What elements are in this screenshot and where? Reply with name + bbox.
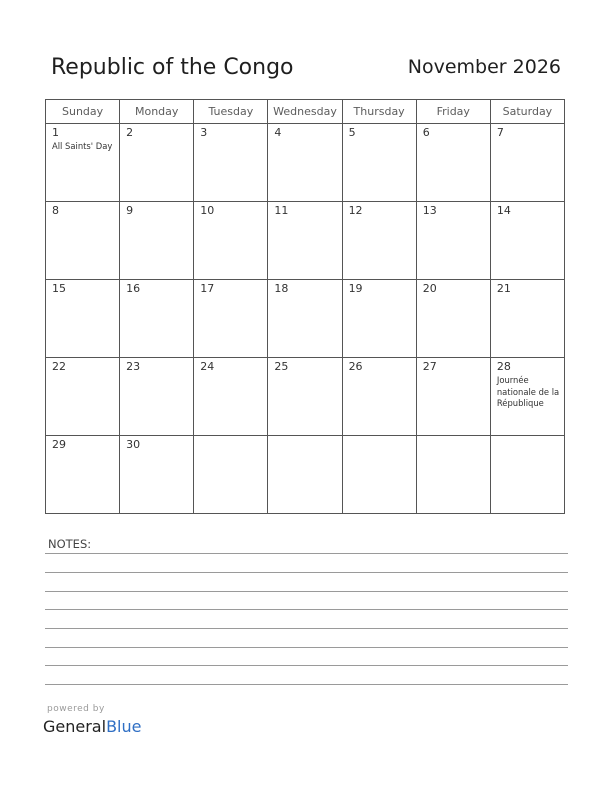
- calendar-week-row: [46, 202, 565, 280]
- day-number: 13: [422, 204, 437, 217]
- holiday-label: [491, 295, 564, 297]
- day-number: 20: [422, 282, 437, 295]
- holiday-label: Journée nationale de la République: [496, 375, 560, 408]
- calendar-day-cell: [268, 436, 342, 514]
- day-number: 24: [200, 360, 215, 373]
- calendar-day-cell: [342, 280, 416, 358]
- calendar-day-cell: [194, 202, 268, 280]
- notes-line: [45, 647, 568, 648]
- holiday-label: [491, 217, 564, 219]
- holiday-label: [417, 439, 490, 441]
- holiday-label: [194, 295, 267, 297]
- generalblue-logo[interactable]: [43, 717, 141, 736]
- calendar-week-row: [46, 436, 565, 514]
- holiday-label: [343, 295, 416, 297]
- day-number: 1: [52, 126, 59, 139]
- weekday-monday: Monday: [120, 100, 194, 124]
- day-number: 16: [126, 282, 141, 295]
- calendar-day-cell: [416, 358, 490, 436]
- logo-text-blue: Blue: [106, 717, 142, 736]
- day-number: 19: [348, 282, 363, 295]
- day-number: 12: [348, 204, 363, 217]
- holiday-label: [120, 217, 193, 219]
- holiday-label: [268, 217, 341, 219]
- holiday-label: [343, 439, 416, 441]
- notes-line: [45, 591, 568, 592]
- day-number: 5: [348, 126, 356, 139]
- logo-text-general: General: [43, 717, 107, 736]
- calendar-day-cell: [46, 124, 120, 202]
- calendar-day-cell: [416, 280, 490, 358]
- notes-line: [45, 684, 568, 685]
- holiday-label: [46, 217, 119, 219]
- calendar-week-row: [46, 280, 565, 358]
- holiday-label: [194, 217, 267, 219]
- calendar-day-cell: [46, 280, 120, 358]
- calendar-day-cell: [490, 202, 564, 280]
- calendar-week-row: [46, 358, 565, 436]
- calendar-week-row: [46, 124, 565, 202]
- holiday-label: [343, 373, 416, 375]
- day-number: 22: [52, 360, 66, 373]
- notes-line: [45, 665, 568, 666]
- day-number: 23: [126, 360, 141, 373]
- calendar-day-cell: [342, 124, 416, 202]
- holiday-label: [491, 439, 564, 441]
- holiday-label: All Saints' Day: [52, 141, 113, 151]
- day-number: 4: [274, 126, 282, 139]
- holiday-label: [194, 439, 267, 441]
- calendar-day-cell: [194, 280, 268, 358]
- day-number: 18: [274, 282, 289, 295]
- holiday-label: [194, 373, 267, 375]
- day-number: 10: [200, 204, 215, 217]
- day-number: 14: [496, 204, 511, 217]
- calendar-day-cell: [490, 436, 564, 514]
- calendar-day-cell: [194, 358, 268, 436]
- calendar-day-cell: [416, 124, 490, 202]
- holiday-label: [268, 439, 341, 441]
- holiday-label: [417, 139, 490, 141]
- calendar-day-cell: [120, 202, 194, 280]
- calendar-day-cell: [268, 202, 342, 280]
- calendar-country-title: Republic of the Congo: [51, 55, 294, 80]
- notes-label: NOTES:: [48, 537, 92, 551]
- calendar-day-cell: [268, 280, 342, 358]
- day-number: 25: [274, 360, 289, 373]
- calendar-day-cell: [268, 124, 342, 202]
- month-calendar-grid: [45, 99, 565, 514]
- holiday-label: [46, 373, 119, 375]
- weekday-sunday: Sunday: [46, 100, 120, 124]
- calendar-day-cell: [490, 280, 564, 358]
- day-number: 17: [200, 282, 215, 295]
- calendar-day-cell: [120, 124, 194, 202]
- calendar-day-cell: [194, 436, 268, 514]
- holiday-label: [343, 217, 416, 219]
- day-number: 21: [496, 282, 511, 295]
- powered-by-text: powered by: [47, 704, 105, 714]
- day-number: 6: [422, 126, 430, 139]
- calendar-day-cell: [194, 124, 268, 202]
- holiday-label: [46, 295, 119, 297]
- calendar-day-cell: [46, 202, 120, 280]
- notes-line: [45, 609, 568, 610]
- notes-line: [45, 628, 568, 629]
- notes-line: [45, 572, 568, 573]
- day-number: 7: [496, 126, 504, 139]
- holiday-label: [268, 139, 341, 141]
- weekday-header-row: [46, 100, 565, 124]
- calendar-day-cell: [120, 280, 194, 358]
- holiday-label: [120, 139, 193, 141]
- holiday-label: [491, 139, 564, 141]
- holiday-label: [268, 373, 341, 375]
- weekday-friday: Friday: [416, 100, 490, 124]
- calendar-day-cell: [120, 358, 194, 436]
- calendar-day-cell: [120, 436, 194, 514]
- holiday-label: [417, 295, 490, 297]
- calendar-day-cell: [342, 202, 416, 280]
- day-number: 15: [52, 282, 66, 295]
- weekday-tuesday: Tuesday: [194, 100, 268, 124]
- calendar-day-cell: [46, 358, 120, 436]
- calendar-day-cell: [342, 436, 416, 514]
- holiday-label: [194, 139, 267, 141]
- day-number: 2: [126, 126, 134, 139]
- holiday-label: [417, 373, 490, 375]
- notes-line: [45, 553, 568, 554]
- calendar-day-cell: [46, 436, 120, 514]
- calendar-day-cell: [490, 124, 564, 202]
- holiday-label: [343, 139, 416, 141]
- weekday-saturday: Saturday: [490, 100, 564, 124]
- day-number: 11: [274, 204, 289, 217]
- calendar-day-cell: [490, 358, 564, 436]
- day-number: 27: [422, 360, 437, 373]
- holiday-label: [417, 217, 490, 219]
- day-number: 26: [348, 360, 363, 373]
- day-number: 3: [200, 126, 208, 139]
- weekday-wednesday: Wednesday: [268, 100, 342, 124]
- calendar-month-title: November 2026: [407, 56, 561, 78]
- calendar-day-cell: [416, 202, 490, 280]
- holiday-label: [120, 295, 193, 297]
- holiday-label: [120, 373, 193, 375]
- day-number: 28: [496, 360, 511, 373]
- weekday-thursday: Thursday: [342, 100, 416, 124]
- day-number: 9: [126, 204, 134, 217]
- day-number: 8: [52, 204, 59, 217]
- holiday-label: [46, 451, 119, 453]
- calendar-day-cell: [416, 436, 490, 514]
- holiday-label: [268, 295, 341, 297]
- calendar-day-cell: [268, 358, 342, 436]
- day-number: 30: [126, 438, 141, 451]
- day-number: 29: [52, 438, 66, 451]
- holiday-label: [120, 451, 193, 453]
- calendar-day-cell: [342, 358, 416, 436]
